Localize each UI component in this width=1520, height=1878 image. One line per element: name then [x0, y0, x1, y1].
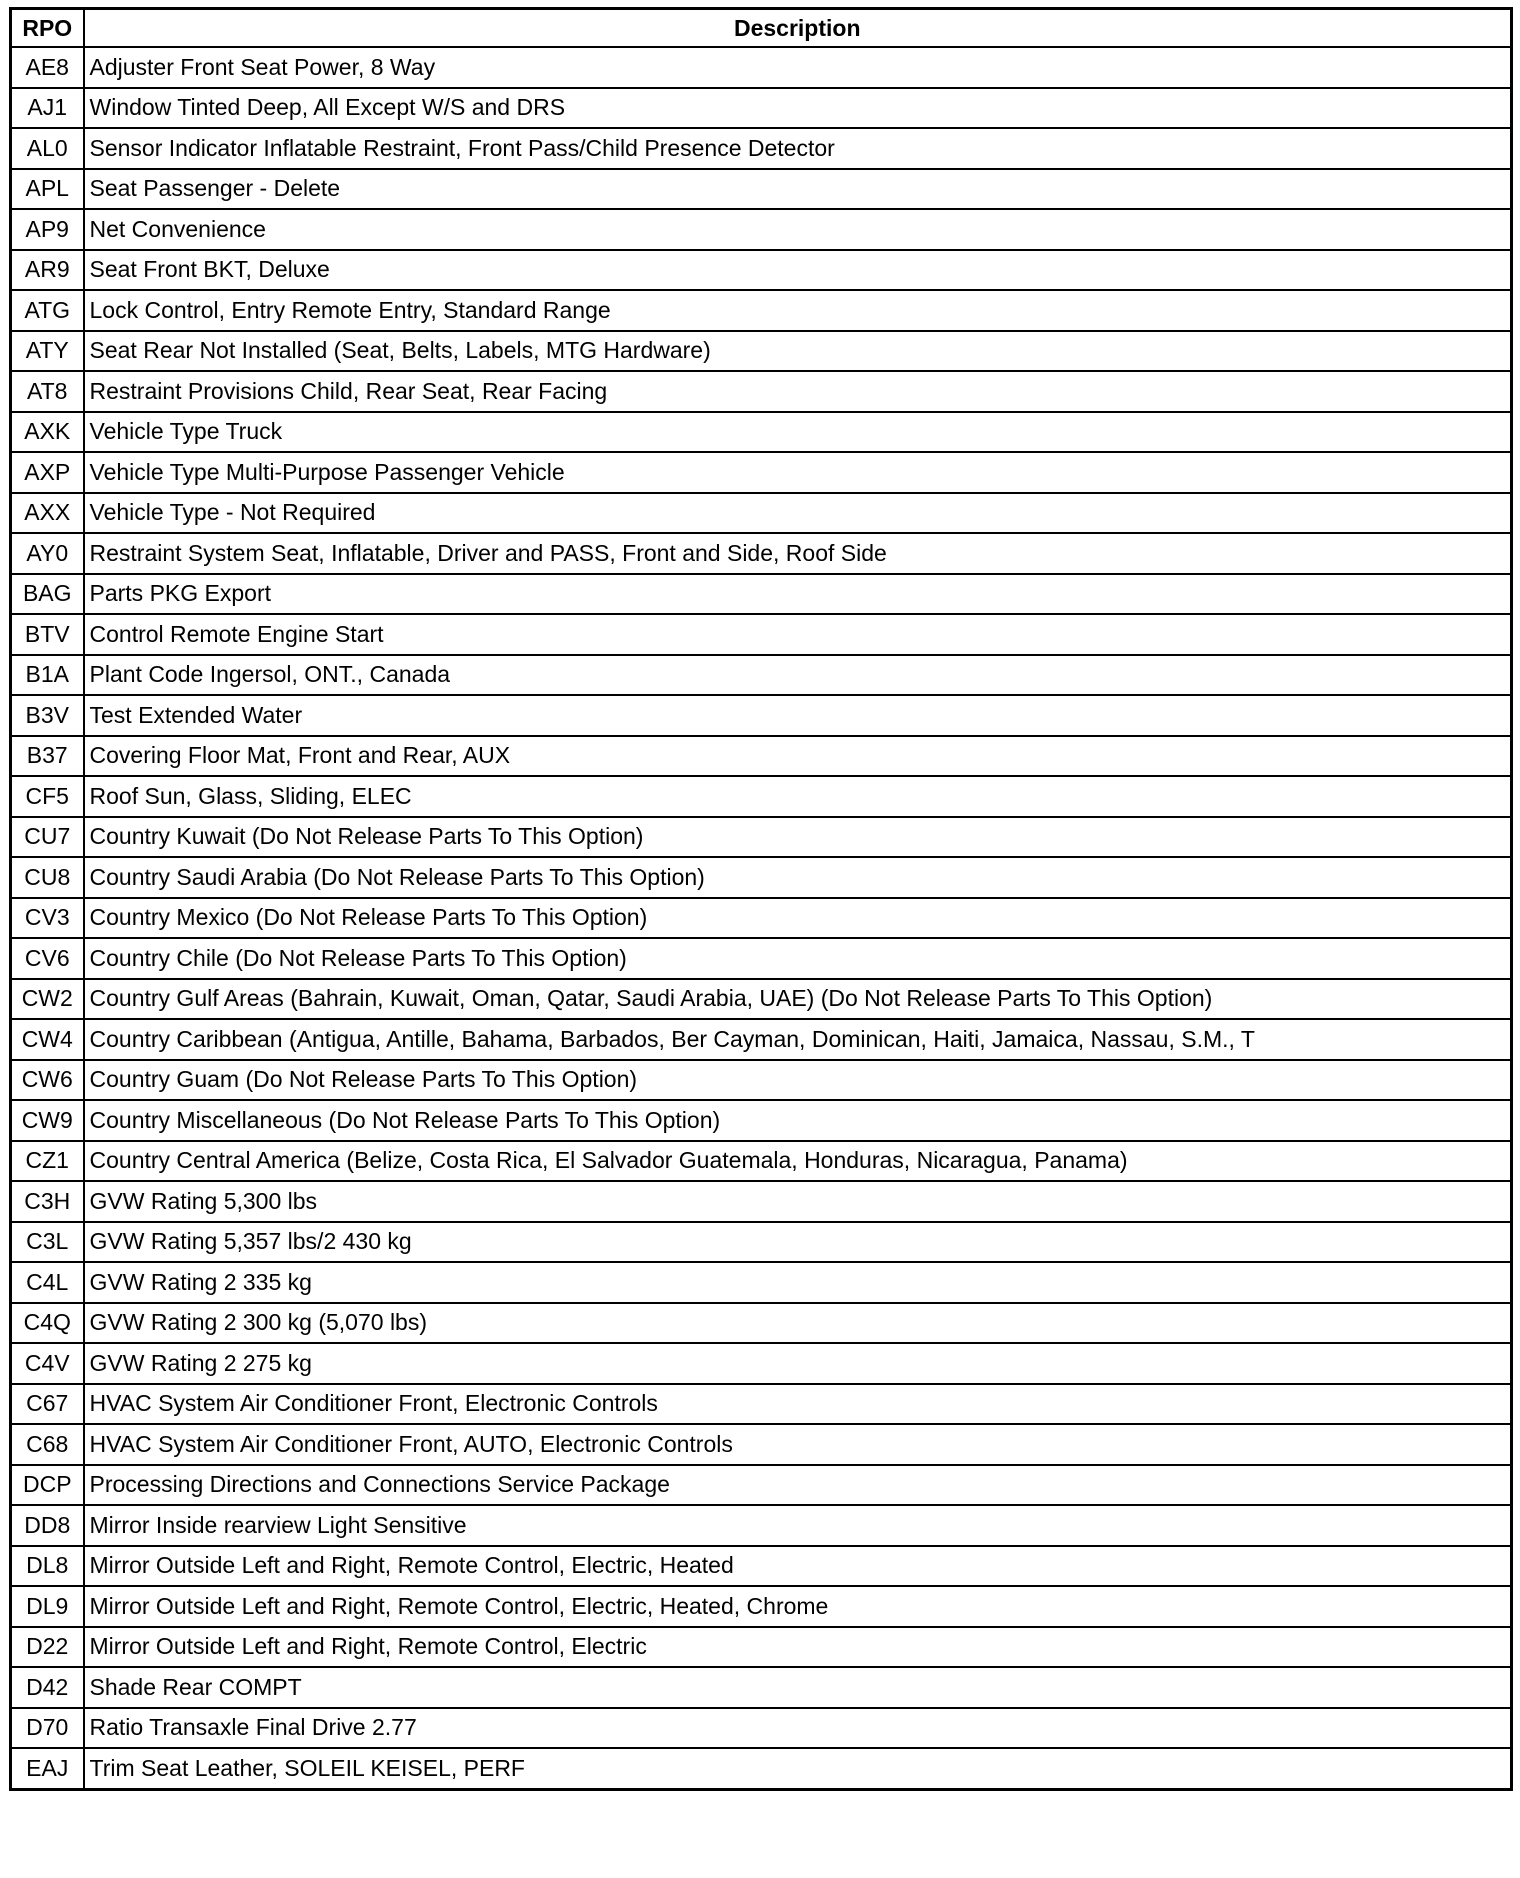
description-cell: Processing Directions and Connections Service Package — [84, 1465, 1512, 1506]
table-row — [11, 88, 1512, 129]
description-cell: Vehicle Type Truck — [84, 412, 1512, 453]
table-row — [11, 898, 1512, 939]
table-row — [11, 412, 1512, 453]
table-row — [11, 1748, 1512, 1789]
rpo-code-cell: B1A — [11, 655, 84, 696]
description-cell: Mirror Inside rearview Light Sensitive — [84, 1505, 1512, 1546]
rpo-code-cell: CF5 — [11, 776, 84, 817]
table-row — [11, 1060, 1512, 1101]
table-row — [11, 128, 1512, 169]
description-cell: GVW Rating 2 335 kg — [84, 1262, 1512, 1303]
rpo-table — [9, 7, 1513, 1791]
table-row — [11, 209, 1512, 250]
rpo-code-cell: AXX — [11, 493, 84, 534]
table-row — [11, 736, 1512, 777]
rpo-code-cell: CV3 — [11, 898, 84, 939]
description-cell: Control Remote Engine Start — [84, 614, 1512, 655]
header-row — [11, 9, 1512, 48]
table-row — [11, 1100, 1512, 1141]
rpo-code-cell: AXK — [11, 412, 84, 453]
description-cell: GVW Rating 2 275 kg — [84, 1343, 1512, 1384]
table-row — [11, 1505, 1512, 1546]
table-row — [11, 533, 1512, 574]
rpo-code-cell: C68 — [11, 1424, 84, 1465]
rpo-column-header: RPO — [11, 9, 84, 48]
table-row — [11, 331, 1512, 372]
rpo-code-cell: C4L — [11, 1262, 84, 1303]
description-cell: Trim Seat Leather, SOLEIL KEISEL, PERF — [84, 1748, 1512, 1789]
rpo-code-cell: CU8 — [11, 857, 84, 898]
description-cell: Roof Sun, Glass, Sliding, ELEC — [84, 776, 1512, 817]
table-row — [11, 250, 1512, 291]
rpo-code-cell: AY0 — [11, 533, 84, 574]
rpo-code-cell: CW4 — [11, 1019, 84, 1060]
rpo-code-cell: B3V — [11, 695, 84, 736]
rpo-code-cell: EAJ — [11, 1748, 84, 1789]
table-row — [11, 1222, 1512, 1263]
rpo-code-cell: CZ1 — [11, 1141, 84, 1182]
description-cell: Parts PKG Export — [84, 574, 1512, 615]
table-row — [11, 1384, 1512, 1425]
description-cell: Vehicle Type - Not Required — [84, 493, 1512, 534]
rpo-code-cell: AP9 — [11, 209, 84, 250]
table-row — [11, 1262, 1512, 1303]
description-cell: Test Extended Water — [84, 695, 1512, 736]
description-cell: Covering Floor Mat, Front and Rear, AUX — [84, 736, 1512, 777]
table-row — [11, 979, 1512, 1020]
description-cell: Sensor Indicator Inflatable Restraint, Front Pass/Child Presence Detector — [84, 128, 1512, 169]
description-cell: Seat Rear Not Installed (Seat, Belts, Labels, MTG Hardware) — [84, 331, 1512, 372]
table-row — [11, 1546, 1512, 1587]
rpo-code-cell: C3L — [11, 1222, 84, 1263]
description-cell: HVAC System Air Conditioner Front, Electronic Controls — [84, 1384, 1512, 1425]
description-cell: Country Central America (Belize, Costa Rica, El Salvador Guatemala, Honduras, Nicaragua, Panama) — [84, 1141, 1512, 1182]
description-cell: Vehicle Type Multi-Purpose Passenger Vehicle — [84, 452, 1512, 493]
table-row — [11, 1303, 1512, 1344]
description-cell: Country Saudi Arabia (Do Not Release Parts To This Option) — [84, 857, 1512, 898]
rpo-code-cell: BAG — [11, 574, 84, 615]
description-cell: Country Guam (Do Not Release Parts To This Option) — [84, 1060, 1512, 1101]
rpo-code-cell: DD8 — [11, 1505, 84, 1546]
table-row — [11, 938, 1512, 979]
description-cell: GVW Rating 2 300 kg (5,070 lbs) — [84, 1303, 1512, 1344]
description-column-header: Description — [84, 9, 1512, 48]
description-cell: Mirror Outside Left and Right, Remote Control, Electric, Heated — [84, 1546, 1512, 1587]
description-cell: Seat Front BKT, Deluxe — [84, 250, 1512, 291]
rpo-code-cell: BTV — [11, 614, 84, 655]
rpo-code-cell: DCP — [11, 1465, 84, 1506]
table-row — [11, 371, 1512, 412]
description-cell: Net Convenience — [84, 209, 1512, 250]
description-cell: Country Kuwait (Do Not Release Parts To This Option) — [84, 817, 1512, 858]
description-cell: Restraint Provisions Child, Rear Seat, Rear Facing — [84, 371, 1512, 412]
rpo-code-cell: AXP — [11, 452, 84, 493]
rpo-code-cell: CW2 — [11, 979, 84, 1020]
rpo-code-cell: DL9 — [11, 1586, 84, 1627]
description-cell: Country Mexico (Do Not Release Parts To This Option) — [84, 898, 1512, 939]
rpo-code-cell: AT8 — [11, 371, 84, 412]
description-cell: Country Gulf Areas (Bahrain, Kuwait, Oman, Qatar, Saudi Arabia, UAE) (Do Not Release Parts To This Option) — [84, 979, 1512, 1020]
rpo-code-cell: ATY — [11, 331, 84, 372]
description-cell: Country Chile (Do Not Release Parts To This Option) — [84, 938, 1512, 979]
description-cell: Shade Rear COMPT — [84, 1667, 1512, 1708]
description-cell: Restraint System Seat, Inflatable, Driver and PASS, Front and Side, Roof Side — [84, 533, 1512, 574]
description-cell: Adjuster Front Seat Power, 8 Way — [84, 47, 1512, 88]
description-cell: HVAC System Air Conditioner Front, AUTO, Electronic Controls — [84, 1424, 1512, 1465]
description-cell: Country Miscellaneous (Do Not Release Parts To This Option) — [84, 1100, 1512, 1141]
rpo-code-cell: D22 — [11, 1627, 84, 1668]
rpo-code-cell: C3H — [11, 1181, 84, 1222]
table-row — [11, 169, 1512, 210]
description-cell: Mirror Outside Left and Right, Remote Control, Electric — [84, 1627, 1512, 1668]
table-row — [11, 47, 1512, 88]
table-row — [11, 452, 1512, 493]
description-cell: Country Caribbean (Antigua, Antille, Bahama, Barbados, Ber Cayman, Dominican, Haiti, Jamaica, Nassau, S.M., T — [84, 1019, 1512, 1060]
table-row — [11, 1424, 1512, 1465]
table-row — [11, 817, 1512, 858]
rpo-code-cell: AE8 — [11, 47, 84, 88]
rpo-code-cell: APL — [11, 169, 84, 210]
rpo-code-cell: AL0 — [11, 128, 84, 169]
description-cell: GVW Rating 5,357 lbs/2 430 kg — [84, 1222, 1512, 1263]
rpo-code-cell: AR9 — [11, 250, 84, 291]
rpo-code-cell: D70 — [11, 1708, 84, 1749]
table-row — [11, 1019, 1512, 1060]
table-row — [11, 614, 1512, 655]
table-row — [11, 655, 1512, 696]
rpo-code-cell: CW6 — [11, 1060, 84, 1101]
table-header — [11, 9, 1512, 48]
table-row — [11, 1586, 1512, 1627]
table-body — [11, 47, 1512, 1789]
table-row — [11, 1181, 1512, 1222]
table-row — [11, 1708, 1512, 1749]
rpo-code-cell: C4V — [11, 1343, 84, 1384]
rpo-code-cell: CV6 — [11, 938, 84, 979]
description-cell: Mirror Outside Left and Right, Remote Control, Electric, Heated, Chrome — [84, 1586, 1512, 1627]
description-cell: Ratio Transaxle Final Drive 2.77 — [84, 1708, 1512, 1749]
table-row — [11, 1627, 1512, 1668]
rpo-code-cell: D42 — [11, 1667, 84, 1708]
description-cell: Seat Passenger - Delete — [84, 169, 1512, 210]
rpo-code-cell: CW9 — [11, 1100, 84, 1141]
rpo-code-cell: ATG — [11, 290, 84, 331]
description-cell: GVW Rating 5,300 lbs — [84, 1181, 1512, 1222]
table-row — [11, 1343, 1512, 1384]
description-cell: Window Tinted Deep, All Except W/S and DRS — [84, 88, 1512, 129]
table-row — [11, 493, 1512, 534]
rpo-code-cell: AJ1 — [11, 88, 84, 129]
description-cell: Plant Code Ingersol, ONT., Canada — [84, 655, 1512, 696]
table-row — [11, 1141, 1512, 1182]
rpo-code-cell: C67 — [11, 1384, 84, 1425]
table-row — [11, 776, 1512, 817]
rpo-code-cell: C4Q — [11, 1303, 84, 1344]
rpo-code-cell: B37 — [11, 736, 84, 777]
table-row — [11, 695, 1512, 736]
table-row — [11, 1465, 1512, 1506]
table-row — [11, 574, 1512, 615]
description-cell: Lock Control, Entry Remote Entry, Standard Range — [84, 290, 1512, 331]
table-row — [11, 857, 1512, 898]
rpo-code-cell: DL8 — [11, 1546, 84, 1587]
table-row — [11, 1667, 1512, 1708]
table-row — [11, 290, 1512, 331]
rpo-code-cell: CU7 — [11, 817, 84, 858]
